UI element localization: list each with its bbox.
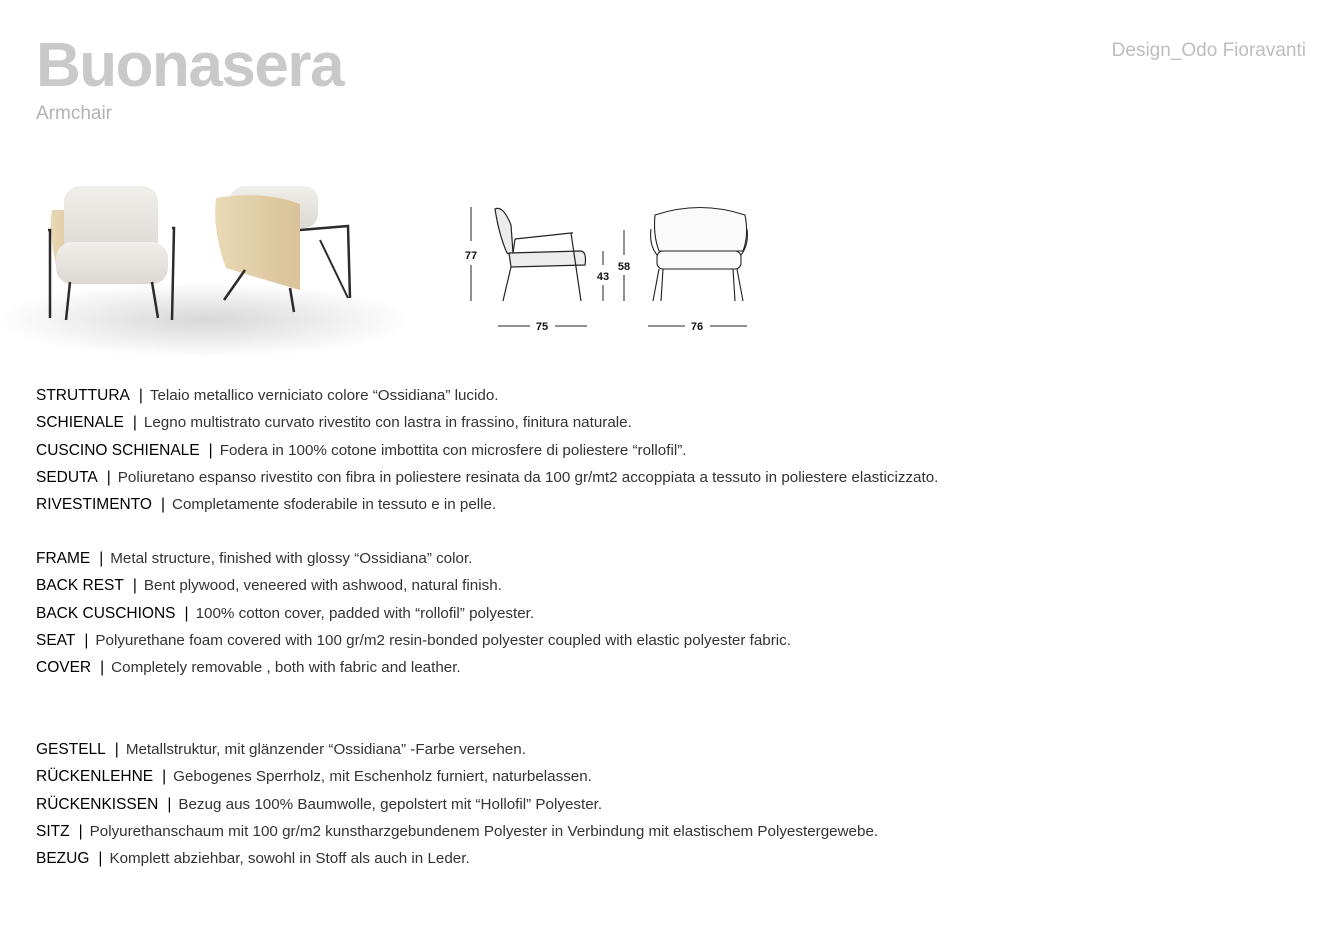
spec-label: GESTELL [36,741,106,758]
product-title: Buonasera [36,31,343,100]
spec-row [36,818,878,845]
spec-label: STRUTTURA [36,387,130,404]
designer-credit: Design_Odo Fioravanti [1111,40,1306,61]
spec-separator: | [208,441,213,459]
spec-row [36,545,791,572]
dimension-arm-height: 58 [617,261,631,273]
spec-separator: | [98,850,103,868]
spec-separator: | [184,604,189,622]
spec-text: Polyurethanschaum mit 100 gr/m2 kunstharzgebundenem Polyester in Verbindung mit elastischem Polyestergewebe. [89,822,879,840]
spec-text: Legno multistrato curvato rivestito con lastra in frassino, finitura naturale. [143,414,632,432]
specs-german [36,736,878,872]
dimension-seat-height: 43 [596,271,610,283]
spec-row [36,763,878,790]
dimension-height: 77 [464,250,478,262]
spec-separator: | [84,631,89,649]
spec-separator: | [78,822,83,840]
spec-label: RIVESTIMENTO [36,496,152,514]
spec-text: Gebogenes Sperrholz, mit Eschenholz furniert, naturbelassen. [173,768,592,786]
spec-separator: | [160,496,166,514]
spec-label: SCHIENALE [36,414,124,432]
side-view-outline [495,208,586,301]
spec-text: Bezug aus 100% Baumwolle, gepolstert mit “Hollofil” Polyester. [178,795,603,813]
spec-label: FRAME [36,550,91,567]
product-photo [0,170,420,370]
spec-label: COVER [36,659,92,677]
spec-label: BEZUG [36,850,90,868]
spec-separator: | [132,577,137,595]
dimension-depth: 75 [535,321,549,333]
floor-shadow [0,282,415,358]
spec-text: 100% cotton cover, padded with “rollofil” polyester. [195,604,535,622]
spec-row [36,437,938,464]
spec-text: Bent plywood, veneered with ashwood, natural finish. [143,577,502,595]
spec-row [36,654,791,681]
spec-text: Completamente sfoderabile in tessuto e in pelle. [172,496,497,514]
spec-text: Poliuretano espanso rivestito con fibra in poliestere resinata da 100 gr/mt2 accoppiata a tessuto in poliestere elasticizzato. [117,468,939,486]
product-subtitle: Armchair [36,103,113,124]
spec-separator: | [138,387,143,404]
spec-text: Completely removable , both with fabric and leather. [111,659,461,677]
spec-label: BACK CUSCHIONS [36,604,176,622]
spec-row [36,382,938,409]
spec-row [36,572,791,599]
spec-separator: | [167,795,172,813]
spec-row [36,464,938,491]
spec-label: SEDUTA [36,468,98,486]
dimension-drawing [455,195,765,345]
spec-row [36,845,878,872]
spec-label: RÜCKENKISSEN [36,795,159,813]
spec-text: Fodera in 100% cotone imbottita con microsfere di poliestere “rollofil”. [219,441,687,459]
spec-row [36,791,878,818]
dimension-width: 76 [690,321,704,333]
spec-row [36,736,878,763]
spec-label: SEAT [36,631,76,649]
specs-italian [36,382,938,518]
spec-label: RÜCKENLEHNE [36,768,154,786]
spec-separator: | [162,768,167,786]
spec-text: Komplett abziehbar, sowohl in Stoff als auch in Leder. [109,850,470,868]
spec-separator: | [99,550,104,567]
spec-label: SITZ [36,822,70,840]
spec-separator: | [114,741,119,758]
spec-row [36,491,938,518]
spec-text: Metallstruktur, mit glänzender “Ossidiana” -Farbe versehen. [125,741,526,758]
spec-label: BACK REST [36,577,124,595]
spec-text: Metal structure, finished with glossy “Ossidiana” color. [110,550,473,567]
spec-label: CUSCINO SCHIENALE [36,441,200,459]
spec-row [36,600,791,627]
spec-row [36,627,791,654]
spec-text: Polyurethane foam covered with 100 gr/m2 resin-bonded polyester coupled with elastic polyester fabric. [95,631,791,649]
specs-english [36,545,791,681]
spec-row [36,409,938,436]
front-view-outline [651,208,748,302]
spec-separator: | [106,468,111,486]
spec-text: Telaio metallico verniciato colore “Ossidiana” lucido. [149,387,499,404]
spec-separator: | [100,659,105,677]
spec-separator: | [132,414,137,432]
